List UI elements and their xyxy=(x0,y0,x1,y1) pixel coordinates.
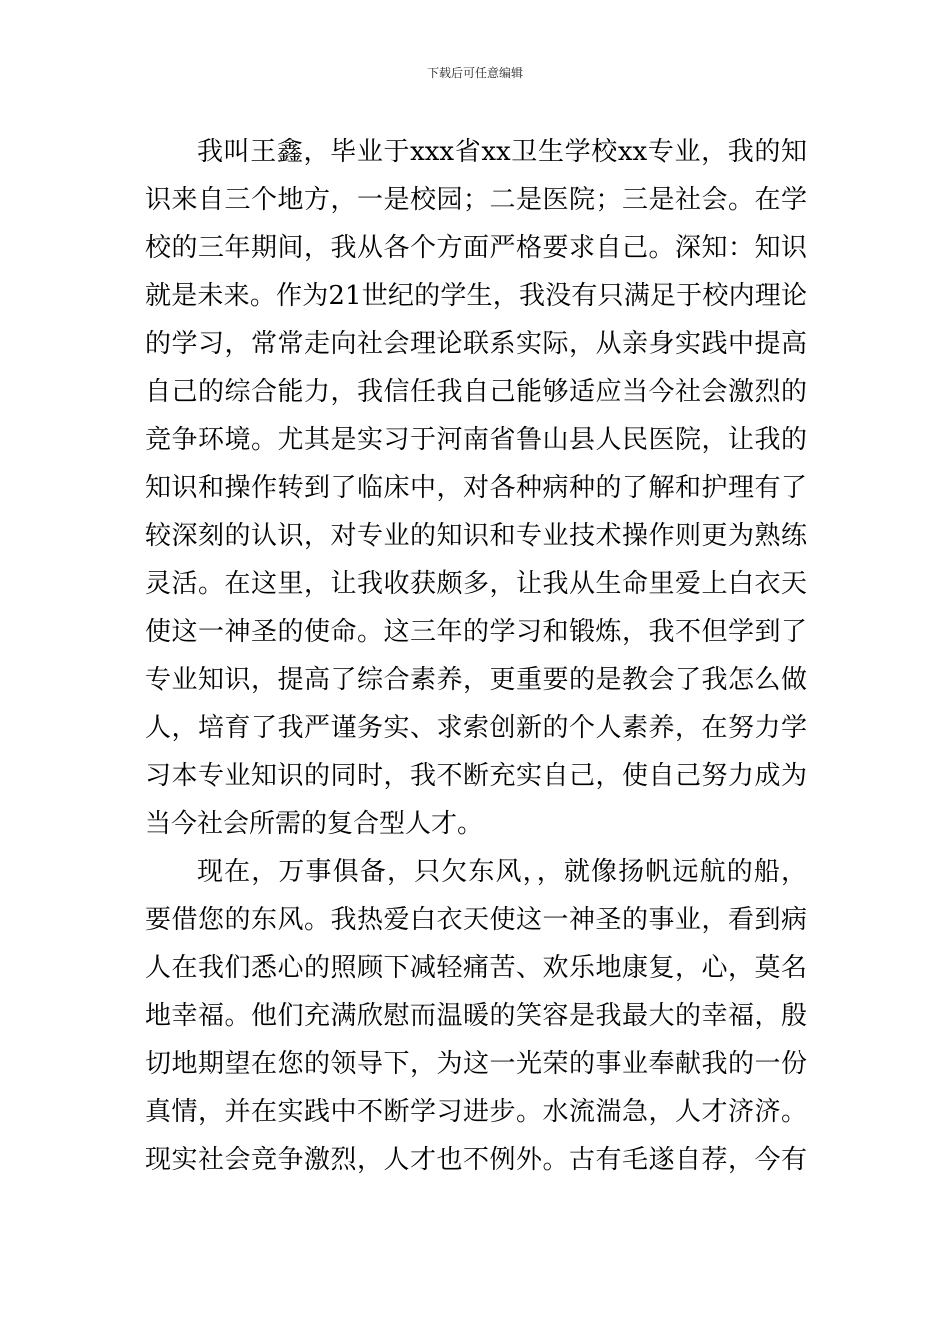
paragraph-1-line-4: 就是未来。作为21世纪的学生，我没有只满足于校内理论 xyxy=(145,281,807,311)
paragraph-1-line-2: 识来自三个地方，一是校园；二是医院；三是社会。在学 xyxy=(145,185,807,215)
paragraph-1-line-6: 自己的综合能力，我信任我自己能够适应当今社会激烈的 xyxy=(145,377,807,407)
paragraph-1-line-3: 校的三年期间，我从各个方面严格要求自己。深知：知识 xyxy=(145,233,807,263)
paragraph-2-line-4: 地幸福。他们充满欣慰而温暖的笑容是我最大的幸福，殷 xyxy=(145,1001,807,1031)
page-header: 下载后可任意编辑 xyxy=(426,66,523,80)
paragraph-2-line-6: 真情，并在实践中不断学习进步。水流湍急，人才济济。 xyxy=(145,1097,807,1127)
paragraph-1-line-15: 当今社会所需的复合型人才。 xyxy=(145,809,484,839)
document-body xyxy=(145,128,807,1184)
paragraph-2-line-1: 现在，万事俱备，只欠东风，，就像扬帆远航的船， xyxy=(197,857,807,887)
paragraph-2-line-5: 切地期望在您的领导下，为这一光荣的事业奉献我的一份 xyxy=(145,1049,807,1079)
paragraph-1-line-14: 习本专业知识的同时，我不断充实自己，使自己努力成为 xyxy=(145,761,807,791)
paragraph-1-line-13: 人，培育了我严谨务实、求索创新的个人素养，在努力学 xyxy=(145,713,807,743)
paragraph-1-line-9: 较深刻的认识，对专业的知识和专业技术操作则更为熟练 xyxy=(145,521,807,551)
paragraph-2-line-3: 人在我们悉心的照顾下减轻痛苦、欢乐地康复，心，莫名 xyxy=(145,953,807,983)
paragraph-1-line-8: 知识和操作转到了临床中，对各种病种的了解和护理有了 xyxy=(145,473,807,503)
paragraph-1-line-5: 的学习，常常走向社会理论联系实际，从亲身实践中提高 xyxy=(145,329,807,359)
paragraph-2-line-7: 现实社会竞争激烈，人才也不例外。古有毛遂自荐，今有 xyxy=(145,1145,807,1175)
paragraph-1-line-1: 我叫王鑫，毕业于xxx省xx卫生学校xx专业，我的知 xyxy=(197,137,807,167)
paragraph-2-line-2: 要借您的东风。我热爱白衣天使这一神圣的事业，看到病 xyxy=(145,905,807,935)
paragraph-1-line-7: 竞争环境。尤其是实习于河南省鲁山县人民医院，让我的 xyxy=(145,425,807,455)
paragraph-1-line-11: 使这一神圣的使命。这三年的学习和锻炼，我不但学到了 xyxy=(145,617,807,647)
paragraph-1-line-12: 专业知识，提高了综合素养，更重要的是教会了我怎么做 xyxy=(145,665,807,695)
paragraph-1-line-10: 灵活。在这里，让我收获颇多，让我从生命里爱上白衣天 xyxy=(145,569,807,599)
